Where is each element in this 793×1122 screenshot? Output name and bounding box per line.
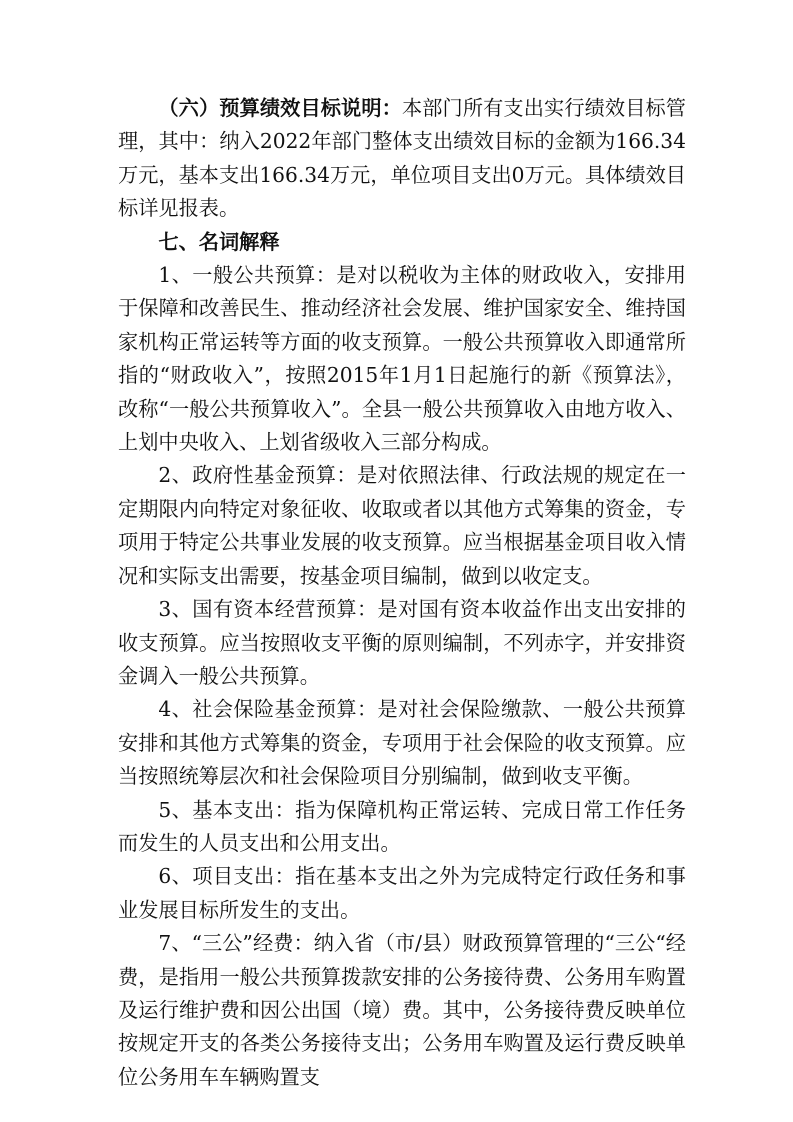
term-paragraph-4: 4、社会保险基金预算：是对社会保险缴款、一般公共预算安排和其他方式筹集的资金，专项用于社会保险的收支预算。应当按照统筹层次和社会保险项目分别编制，做到收支平衡。 [118, 697, 686, 789]
term-paragraph-1: 1、一般公共预算：是对以税收为主体的财政收入，安排用于保障和改善民生、推动经济社会发展、维护国家安全、维持国家机构正常运转等方面的收支预算。一般公共预算收入即通常所指的“财政收入”，按照2015年1月1日起施行的新《预算法》，改称“一般公共预算收入”。全县一般公共预算收入由地方收入、上划中央收入、上划省级收入三部分构成。 [118, 263, 686, 455]
term-paragraph-5: 5、基本支出：指为保障机构正常运转、完成日常工作任务而发生的人员支出和公用支出。 [118, 797, 686, 855]
term-paragraph-6: 6、项目支出：指在基本支出之外为完成特定行政任务和事业发展目标所发生的支出。 [118, 864, 686, 922]
section-seven-heading-text: 七、名词解释 [158, 229, 280, 254]
term-paragraph-7: 7、“三公”经费：纳入省（市/县）财政预算管理的“三公“经费，是指用一般公共预算拨款安排的公务接待费、公务用车购置及运行维护费和因公出国（境）费。其中，公务接待费反映单位按规定开支的各类公务接待支出；公务用车购置及运行费反映单位公务用车车辆购置支 [118, 931, 686, 1089]
section-six-paragraph [118, 92, 686, 226]
section-six-heading: （六）预算绩效目标说明： [158, 96, 402, 120]
term-paragraph-2: 2、政府性基金预算：是对依照法律、行政法规的规定在一定期限内向特定对象征收、收取或者以其他方式筹集的资金，专项用于特定公共事业发展的收支预算。应当根据基金项目收入情况和实际支出需要，按基金项目编制，做到以收定支。 [118, 463, 686, 588]
section-seven-heading [118, 226, 686, 259]
term-paragraph-3: 3、国有资本经营预算：是对国有资本收益作出支出安排的收支预算。应当按照收支平衡的原则编制，不列赤字，并安排资金调入一般公共预算。 [118, 597, 686, 688]
document-page [118, 92, 686, 1094]
section-six-body: 本部门所有支出实行绩效目标管理，其中：纳入2022年部门整体支出绩效目标的金额为166.34万元，基本支出166.34万元，单位项目支出0万元。具体绩效目标详见报表。 [118, 96, 686, 221]
